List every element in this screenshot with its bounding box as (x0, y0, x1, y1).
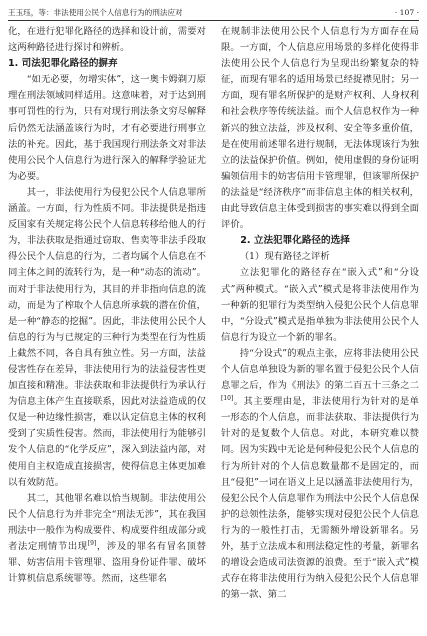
page-number: · 107 · (394, 8, 419, 17)
paragraph: 在规制非法使用公民个人信息行为方面存在局限。一方面，个人信息应用场景的多样化使得非法使用公民个人信息行为呈现出纷繁复杂的特征，而现有罪名的适用场景已经捉襟见肘；另一方面，现有罪名所保护的是财产权利、人身权利和社会秩序等传统法益。而个人信息权作为一种新兴的独立法益，涉及权利、安全等多重价值，是在使用前述罪名进行规制，无法体现该行为独立的法益保护价值。例如，使用虚假的身份证明骗领信用卡的妨害信用卡管理罪，但该罪所保护的法益是“经济秩序”而非信息主体的相关权利，由此导致信息主体受到损害的事实难以得到全面评价。 (221, 26, 419, 231)
left-column (8, 24, 206, 630)
subsection-heading: （1）现有路径之评析 (239, 251, 330, 263)
paragraph: 化，在进行犯罪化路径的选择和设计前，需要对这两种路径进行探讨和辨析。 (8, 26, 206, 54)
paragraph-text: 其二，其他罪名难以恰当规制。非法使用公民个人信息行为并非完全“刑法无涉”，其在我国刑法中一般作为构成要件、构成要件组成部分或者法定刑情节出现 (8, 492, 206, 552)
paragraph: “如无必要，勿增实体”，这一奥卡姆剃刀原理在刑法领域同样适用。这意味着，对于达到刑事可罚性的行为，只有对现行刑法条文穷尽解释后仍然无法涵盖该行为时，才有必要进行刑事立法的补充。因此，基于我国现行刑法条文对非法使用公民个人信息行为进行深入的解释学验证尤为必要。 (8, 74, 206, 182)
paragraph-text: 持“分设式”的观点主张，应将非法使用公民个人信息单独设为新的罪名置于侵犯公民个人信息罪之后，作为《刑法》的第二百五十三条之二 (221, 347, 419, 392)
running-header (8, 6, 419, 21)
paragraph (221, 346, 419, 604)
paragraph-text: ，涉及的罪名有冒名顶替罪、妨害信用卡管理罪、盗用身份证件罪、破坏计算机信息系统罪等。然而，这些罪名 (8, 541, 206, 585)
paragraph: 立法犯罪化的路径存在“嵌入式”和“分设式”两种模式。“嵌入式”模式是将非法使用作为一种新的犯罪行为类型纳入侵犯公民个人信息罪中，“分设式”模式是指单独为非法使用公民个人信息行为设立一个新的罪名。 (221, 267, 419, 343)
paragraph-text: 。其主要理由是，非法使用行为针对的是单一形态的个人信息，而非法获取、非法提供行为针对的是复数个人信息。对此，本研究难以赞同。因为实践中无论是何种侵犯公民个人信息的行为所针对的个人信息数量都不是固定的，而且“侵犯”一词在语义上足以涵盖非法使用行为，侵犯公民个人信息罪作为刑法中公民个人信息保护的总领性法条，能够实现对侵犯公民个人信息行为的一般性打击，无需额外增设新罪名。另外，基于立法成本和刑法稳定性的考量，新罪名的增设会造成司法资源的浪费。至于“嵌入式”模式存在将非法使用行为纳入侵犯公民个人信息罪的第一款、第二 (221, 396, 419, 601)
paragraph: 其一，非法使用行为侵犯公民个人信息罪所涵盖。一方面，行为性质不同。非法提供是指违反国家有关规定将公民个人信息转移给他人的行为，非法获取是指通过窃取、售卖等非法手段取得公民个人信息的行为，二者均属个人信息在不同主体之间的流转行为，是一种“动态的流动”。而对于非法使用行为，其目的并非指向信息的流动，而是为了榨取个人信息所承载的潜在价值，是一种“静态的挖掘”。因此，非法使用公民个人信息的行为与已规定的三种行为类型在行为性质上截然不同，各自具有独立性。另一方面，法益侵害性存在差异，非法使用行为的法益侵害性更加直接和精准。非法获取和非法提供行为承认行为信息主体产生直接联系，因此对法益造成的仅仅是一种边缘性损害，难以认定信息主体的权利受到了实质性侵害。然而，非法使用行为能够引发个人信息的“化学反应”，深入到法益内部，对使用自主权造成直接损害，使得信息主体更加难以有效防范。 (8, 186, 206, 488)
paragraph (8, 491, 206, 588)
citation-ref: [9] (87, 539, 97, 547)
right-column (221, 24, 419, 630)
citation-ref: [10] (221, 395, 234, 403)
running-title: 王玉珏，等：非法使用公民个人信息行为的刑法应对 (8, 8, 183, 17)
section-heading: 1. 司法犯罪化路径的摒弃 (8, 58, 118, 70)
section-heading: 2. 立法犯罪化路径的选择 (240, 235, 350, 247)
